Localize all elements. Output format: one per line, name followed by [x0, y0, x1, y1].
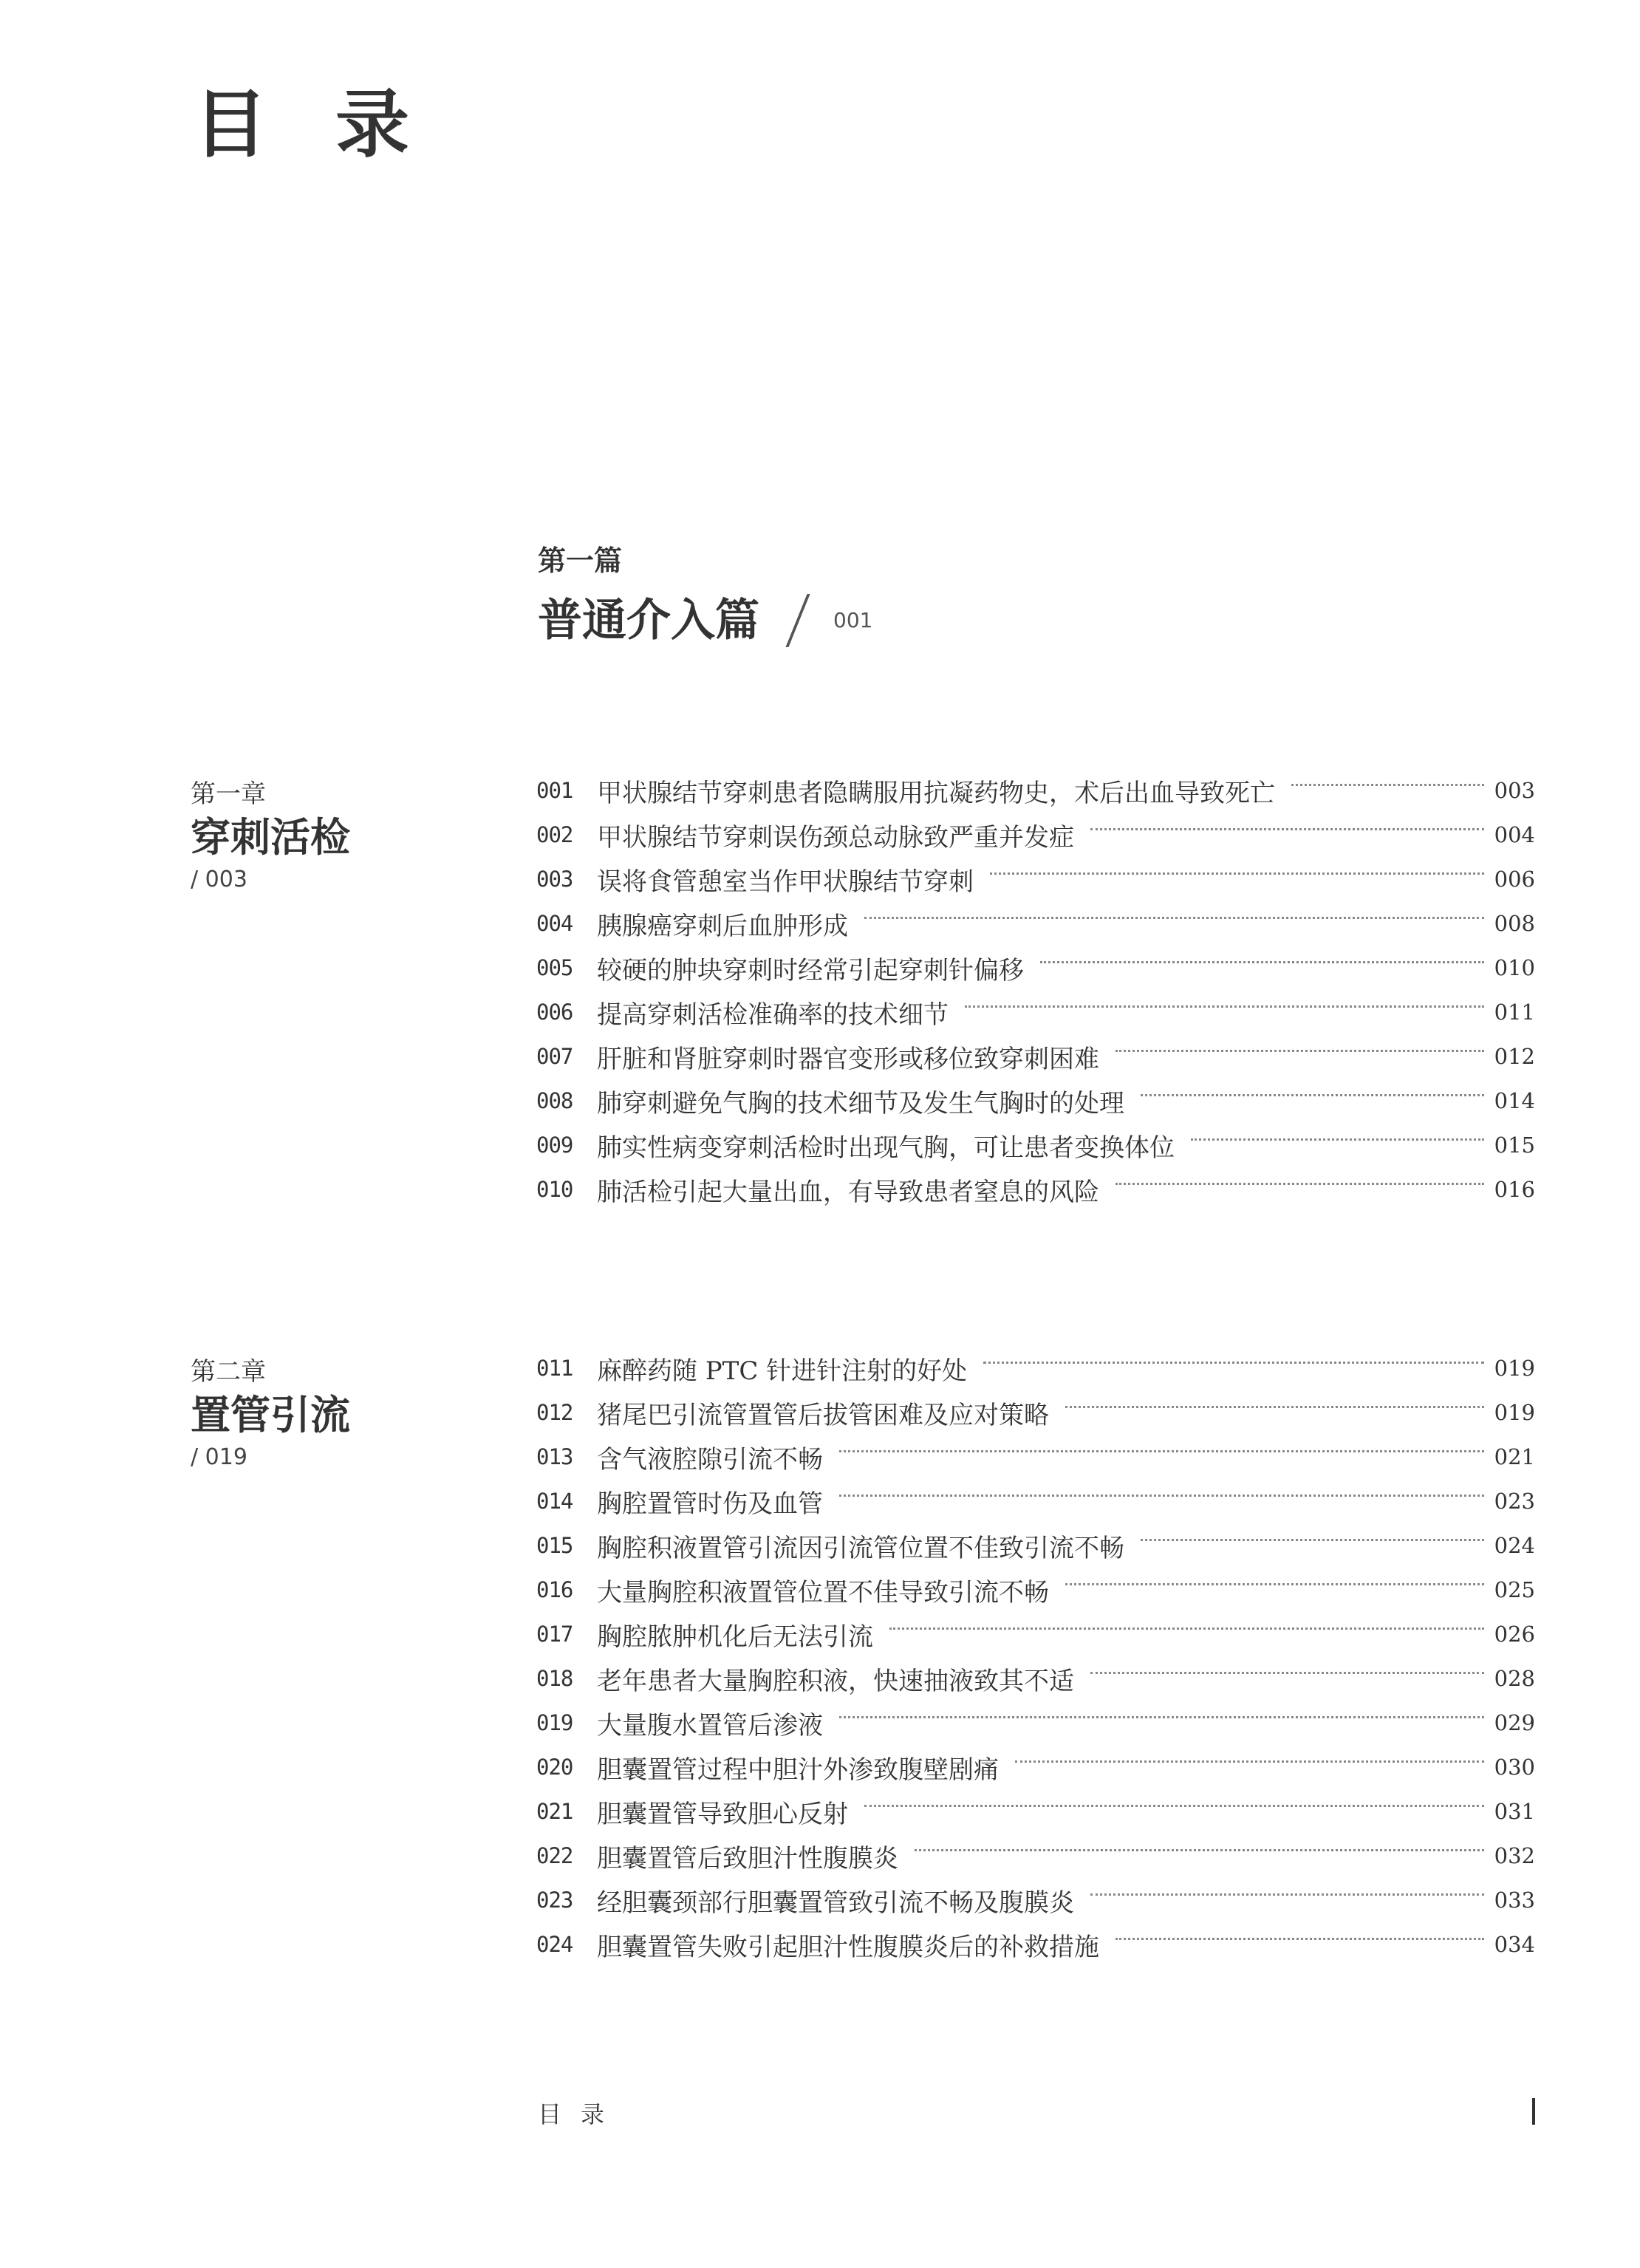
- entry-page-number: 024: [1494, 1533, 1535, 1558]
- toc-entry[interactable]: [536, 1167, 1535, 1212]
- entry-page-number: 025: [1494, 1577, 1535, 1602]
- entry-number: 015: [536, 1533, 573, 1558]
- chapter-title: 置管引流: [191, 1391, 350, 1438]
- entry-number: 009: [536, 1133, 573, 1158]
- entry-title: 大量腹水置管后渗液: [597, 1710, 823, 1741]
- entry-number: 003: [536, 867, 573, 892]
- toc-entry[interactable]: [536, 1568, 1535, 1612]
- chapter-page-number: / 003: [191, 867, 247, 892]
- toc-entry[interactable]: [536, 990, 1535, 1034]
- part-page-number: 001: [833, 608, 873, 632]
- toc-entry[interactable]: [536, 901, 1535, 946]
- chapter-1-entries: [536, 768, 1535, 1212]
- entry-title: 含气液腔隙引流不畅: [597, 1444, 823, 1475]
- entry-page-number: 016: [1494, 1177, 1535, 1202]
- entry-title: 胸腔脓肿机化后无法引流: [597, 1622, 873, 1652]
- entry-number: 021: [536, 1799, 573, 1824]
- entry-page-number: 019: [1494, 1356, 1535, 1381]
- toc-entry[interactable]: [536, 1612, 1535, 1656]
- part-title-row: [538, 594, 872, 647]
- chapter-title: 穿刺活检: [191, 813, 350, 861]
- toc-entry[interactable]: [536, 946, 1535, 990]
- dot-leader: [1090, 1672, 1484, 1674]
- entry-number: 008: [536, 1088, 573, 1113]
- dot-leader: [1065, 1406, 1484, 1408]
- toc-entry[interactable]: [536, 1745, 1535, 1789]
- chapter-2-entries: [536, 1346, 1535, 1967]
- dot-leader: [990, 872, 1484, 875]
- entry-title: 肺实性病变穿刺活检时出现气胸，可让患者变换体位: [597, 1133, 1175, 1163]
- chapter-label: 第一章: [191, 779, 266, 809]
- entry-number: 007: [536, 1044, 573, 1069]
- entry-page-number: 023: [1494, 1489, 1535, 1514]
- entry-title: 肺活检引起大量出血，有导致患者窒息的风险: [597, 1177, 1099, 1207]
- page-title: 目录: [194, 81, 477, 168]
- entry-page-number: 034: [1494, 1932, 1535, 1957]
- entry-number: 022: [536, 1843, 573, 1868]
- entry-page-number: 031: [1494, 1799, 1535, 1824]
- entry-title: 提高穿刺活检准确率的技术细节: [597, 1000, 949, 1030]
- entry-page-number: 029: [1494, 1710, 1535, 1735]
- toc-entry[interactable]: [536, 1878, 1535, 1922]
- entry-title: 胸腔置管时伤及血管: [597, 1489, 823, 1519]
- dot-leader: [1115, 1938, 1484, 1940]
- dot-leader: [889, 1627, 1484, 1630]
- entry-title: 误将食管憩室当作甲状腺结节穿刺: [597, 867, 974, 897]
- entry-page-number: 030: [1494, 1755, 1535, 1780]
- entry-page-number: 003: [1494, 778, 1535, 803]
- dot-leader: [1090, 1893, 1484, 1896]
- dot-leader: [965, 1005, 1484, 1008]
- dot-leader: [1040, 961, 1484, 963]
- dot-leader: [1291, 784, 1484, 786]
- entry-number: 017: [536, 1622, 573, 1647]
- dot-leader: [839, 1495, 1484, 1497]
- toc-entry[interactable]: [536, 1479, 1535, 1523]
- entry-page-number: 032: [1494, 1843, 1535, 1868]
- entry-page-number: 011: [1494, 1000, 1535, 1025]
- entry-title: 胆囊置管后致胆汁性腹膜炎: [597, 1843, 898, 1874]
- chapter-label: 第二章: [191, 1357, 266, 1387]
- footer-page-marker: [1532, 2098, 1535, 2125]
- entry-page-number: 015: [1494, 1133, 1535, 1158]
- entry-page-number: 008: [1494, 911, 1535, 936]
- entry-title: 猪尾巴引流管置管后拔管困难及应对策略: [597, 1400, 1049, 1430]
- entry-page-number: 010: [1494, 955, 1535, 980]
- dot-leader: [1090, 828, 1484, 830]
- toc-entry[interactable]: [536, 1034, 1535, 1079]
- dot-leader: [1115, 1183, 1484, 1185]
- entry-number: 012: [536, 1400, 573, 1425]
- entry-title: 肺穿刺避免气胸的技术细节及发生气胸时的处理: [597, 1088, 1124, 1118]
- toc-entry[interactable]: [536, 1435, 1535, 1479]
- entry-page-number: 012: [1494, 1044, 1535, 1069]
- entry-title: 麻醉药随 PTC 针进针注射的好处: [597, 1356, 968, 1386]
- entry-title: 老年患者大量胸腔积液，快速抽液致其不适: [597, 1666, 1074, 1696]
- entry-title: 甲状腺结节穿刺误伤颈总动脉致严重并发症: [597, 822, 1074, 853]
- dot-leader: [983, 1362, 1483, 1364]
- toc-entry[interactable]: [536, 1701, 1535, 1745]
- entry-number: 011: [536, 1356, 573, 1381]
- toc-entry[interactable]: [536, 1656, 1535, 1701]
- dot-leader: [839, 1450, 1484, 1452]
- chapter-heading-1: [191, 779, 350, 892]
- chapter-page-number: / 019: [191, 1444, 247, 1470]
- entry-number: 002: [536, 822, 573, 847]
- dot-leader: [1015, 1760, 1484, 1763]
- toc-entry[interactable]: [536, 1123, 1535, 1167]
- dot-leader: [1141, 1539, 1484, 1541]
- entry-number: 006: [536, 1000, 573, 1025]
- entry-number: 024: [536, 1932, 573, 1957]
- entry-page-number: 019: [1494, 1400, 1535, 1425]
- dot-leader: [864, 1805, 1484, 1807]
- footer-running-title: 目录: [538, 2100, 624, 2128]
- entry-title: 甲状腺结节穿刺患者隐瞒服用抗凝药物史，术后出血导致死亡: [597, 778, 1275, 808]
- entry-page-number: 033: [1494, 1888, 1535, 1913]
- dot-leader: [915, 1849, 1484, 1851]
- dot-leader: [1065, 1583, 1484, 1585]
- dot-leader: [1115, 1050, 1484, 1052]
- entry-number: 019: [536, 1710, 573, 1735]
- part-label: 第一篇: [538, 544, 623, 577]
- entry-page-number: 004: [1494, 822, 1535, 847]
- entry-number: 013: [536, 1444, 573, 1469]
- part-title: 普通介入篇: [538, 595, 759, 646]
- toc-entry[interactable]: [536, 1390, 1535, 1435]
- toc-entry[interactable]: [536, 1922, 1535, 1967]
- entry-number: 016: [536, 1577, 573, 1602]
- toc-entry[interactable]: [536, 1523, 1535, 1568]
- entry-number: 001: [536, 778, 573, 803]
- entry-number: 020: [536, 1755, 573, 1780]
- entry-title: 胆囊置管过程中胆汁外渗致腹壁剧痛: [597, 1755, 999, 1785]
- toc-entry[interactable]: [536, 1079, 1535, 1123]
- toc-entry[interactable]: [536, 1789, 1535, 1834]
- entry-page-number: 028: [1494, 1666, 1535, 1691]
- dot-leader: [1141, 1094, 1484, 1096]
- entry-title: 较硬的肿块穿刺时经常引起穿刺针偏移: [597, 955, 1024, 986]
- entry-number: 004: [536, 911, 573, 936]
- entry-number: 005: [536, 955, 573, 980]
- toc-entry[interactable]: [536, 1834, 1535, 1878]
- entry-title: 大量胸腔积液置管位置不佳导致引流不畅: [597, 1577, 1049, 1608]
- slash-divider: [785, 594, 810, 647]
- entry-title: 胸腔积液置管引流因引流管位置不佳致引流不畅: [597, 1533, 1124, 1563]
- toc-entry[interactable]: [536, 1346, 1535, 1390]
- entry-title: 经胆囊颈部行胆囊置管致引流不畅及腹膜炎: [597, 1888, 1074, 1918]
- entry-page-number: 006: [1494, 867, 1535, 892]
- part-heading: [538, 544, 873, 647]
- entry-number: 014: [536, 1489, 573, 1514]
- entry-title: 肝脏和肾脏穿刺时器官变形或移位致穿刺困难: [597, 1044, 1099, 1074]
- entry-page-number: 026: [1494, 1622, 1535, 1647]
- entry-title: 胆囊置管失败引起胆汁性腹膜炎后的补救措施: [597, 1932, 1099, 1962]
- entry-title: 胰腺癌穿刺后血肿形成: [597, 911, 848, 941]
- dot-leader: [839, 1716, 1484, 1718]
- entry-page-number: 021: [1494, 1444, 1535, 1469]
- entry-number: 023: [536, 1888, 573, 1913]
- toc-entry[interactable]: [536, 857, 1535, 901]
- dot-leader: [1191, 1138, 1484, 1141]
- dot-leader: [864, 917, 1484, 919]
- entry-page-number: 014: [1494, 1088, 1535, 1113]
- toc-entry[interactable]: [536, 768, 1535, 813]
- chapter-heading-2: [191, 1359, 350, 1469]
- entry-title: 胆囊置管导致胆心反射: [597, 1799, 848, 1829]
- entry-number: 010: [536, 1177, 573, 1202]
- toc-entry[interactable]: [536, 813, 1535, 857]
- entry-number: 018: [536, 1666, 573, 1691]
